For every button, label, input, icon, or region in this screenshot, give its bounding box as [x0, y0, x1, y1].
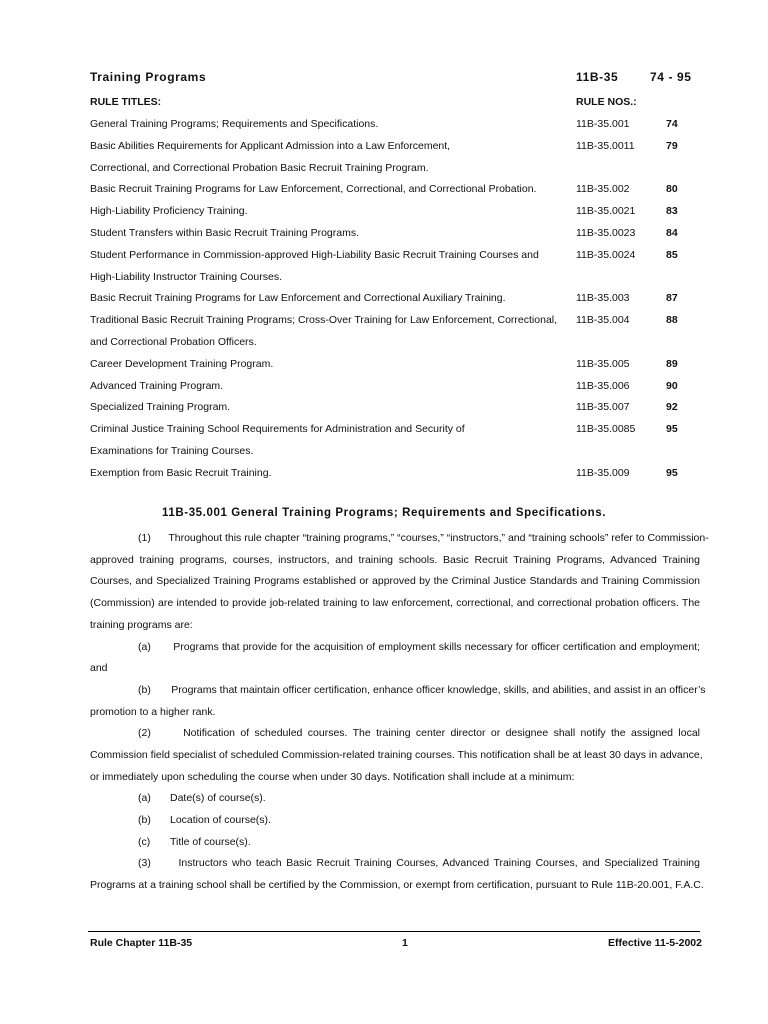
- item-a-line: and: [90, 662, 108, 674]
- list-item-label: (b): [138, 814, 151, 826]
- rule-page-number: 92: [666, 401, 678, 414]
- footer-chapter: Rule Chapter 11B-35: [90, 937, 193, 949]
- rule-title: Exemption from Basic Recruit Training.: [90, 466, 272, 479]
- paragraph-2-line: (2) Notification of scheduled courses. The training center director or designee shall notify the assigned local: [138, 727, 700, 739]
- rule-number: 11B-35.002: [576, 183, 630, 196]
- rule-page-number: 87: [666, 292, 678, 305]
- rule-title: Specialized Training Program.: [90, 401, 231, 414]
- rule-page-number: 89: [666, 357, 678, 370]
- rule-title: High-Liability Instructor Training Courses.: [90, 270, 282, 283]
- rule-title: Traditional Basic Recruit Training Programs; Cross-Over Training for Law Enforcement, Correctional,: [90, 314, 558, 327]
- rule-title: Student Transfers within Basic Recruit Training Programs.: [90, 227, 360, 239]
- list-item-text: Title of course(s).: [170, 836, 251, 848]
- rule-number: 11B-35.0011: [576, 139, 635, 152]
- item-a-line: (a) Programs that provide for the acquisition of employment skills necessary for officer certification and employment;: [138, 641, 700, 653]
- paragraph-1-line: approved training programs, courses, instructors, and training schools. Basic Recruit Training Programs, Advanced Training: [90, 554, 700, 566]
- rule-number: 11B-35.0024: [576, 248, 636, 261]
- list-item-text: Date(s) of course(s).: [170, 792, 266, 804]
- rule-title: Basic Recruit Training Programs for Law Enforcement and Correctional Auxiliary Training.: [90, 292, 506, 305]
- rule-number: 11B-35.0023: [576, 227, 636, 239]
- document-title: Training Programs: [90, 70, 207, 84]
- paragraph-1-line: training programs are:: [90, 619, 193, 631]
- rule-page-number: 79: [666, 139, 678, 152]
- rule-title: Basic Recruit Training Programs for Law Enforcement, Correctional, and Correctional Probation.: [90, 183, 537, 196]
- rule-title: General Training Programs; Requirements and Specifications.: [90, 118, 379, 130]
- list-item-label: (c): [138, 836, 151, 848]
- rule-number: 11B-35.0021: [576, 205, 636, 218]
- rule-number: 11B-35.005: [576, 357, 630, 370]
- rule-title: Examinations for Training Courses.: [90, 445, 254, 457]
- footer-page-number: 1: [402, 937, 408, 949]
- paragraph-3-line: Programs at a training school shall be certified by the Commission, or exempt from certification, pursuant to Rule 11B-20.001, F.A.C.: [90, 879, 704, 891]
- paragraph-2-line: Commission field specialist of scheduled Commission-related training courses. This notification shall be at least 30 days in advance,: [90, 749, 703, 761]
- rule-page-number: 83: [666, 205, 678, 218]
- rule-number: 11B-35.0085: [576, 423, 636, 436]
- rule-title: Basic Abilities Requirements for Applicant Admission into a Law Enforcement,: [90, 139, 451, 152]
- rule-title: Career Development Training Program.: [90, 357, 274, 370]
- rule-page-number: 88: [666, 314, 678, 327]
- rule-page-number: 95: [666, 466, 678, 479]
- rule-number: 11B-35.003: [576, 292, 630, 305]
- rule-title: Correctional, and Correctional Probation Basic Recruit Training Program.: [90, 161, 429, 174]
- rule-numbers-heading: RULE NOS.:: [576, 96, 637, 108]
- rule-page-number: 90: [666, 379, 678, 392]
- rule-number: 11B-35.007: [576, 401, 630, 414]
- section-title: 11B-35.001 General Training Programs; Requirements and Specifications.: [162, 507, 606, 519]
- rule-page-number: 95: [666, 423, 678, 436]
- rule-number: 11B-35.006: [576, 379, 630, 392]
- footer-effective-date: Effective 11-5-2002: [608, 937, 702, 949]
- page-range: 74 - 95: [650, 70, 692, 84]
- paragraph-2-line: or immediately upon scheduling the course when under 30 days. Notification shall include at a minimum:: [90, 771, 575, 783]
- rule-title: and Correctional Probation Officers.: [90, 336, 257, 348]
- rule-page-number: 74: [666, 118, 678, 130]
- list-item-text: Location of course(s).: [170, 814, 271, 826]
- paragraph-1-line: (1) Throughout this rule chapter “training programs,” “courses,” “instructors,” and “training schools” refer to Commission-: [138, 532, 709, 544]
- footer-divider: [88, 931, 700, 932]
- rule-title: Criminal Justice Training School Requirements for Administration and Security of: [90, 423, 465, 436]
- rule-page-number: 85: [666, 248, 678, 261]
- rule-number: 11B-35.001: [576, 118, 630, 130]
- chapter-number: 11B-35: [576, 70, 619, 84]
- paragraph-1-line: Courses, and Specialized Training Programs established or approved by the Criminal Justice Standards and Training Commission: [90, 575, 700, 587]
- rule-title: High-Liability Proficiency Training.: [90, 205, 248, 218]
- paragraph-3-line: (3) Instructors who teach Basic Recruit Training Courses, Advanced Training Courses, and Specialized Training: [138, 857, 700, 869]
- rule-number: 11B-35.004: [576, 314, 630, 327]
- rule-number: 11B-35.009: [576, 466, 630, 479]
- rule-page-number: 84: [666, 227, 678, 239]
- item-b-line: (b) Programs that maintain officer certification, enhance officer knowledge, skills, and abilities, and assist in an officer’s: [138, 684, 706, 696]
- rule-page-number: 80: [666, 183, 678, 196]
- rule-title: Advanced Training Program.: [90, 379, 224, 392]
- item-b-line: promotion to a higher rank.: [90, 706, 216, 718]
- list-item-label: (a): [138, 792, 151, 804]
- rule-titles-heading: RULE TITLES:: [90, 96, 162, 108]
- rule-title: Student Performance in Commission-approved High-Liability Basic Recruit Training Courses and: [90, 248, 539, 261]
- paragraph-1-line: (Commission) are intended to provide job-related training to law enforcement, correctional, and correctional probation officers. The: [90, 597, 700, 609]
